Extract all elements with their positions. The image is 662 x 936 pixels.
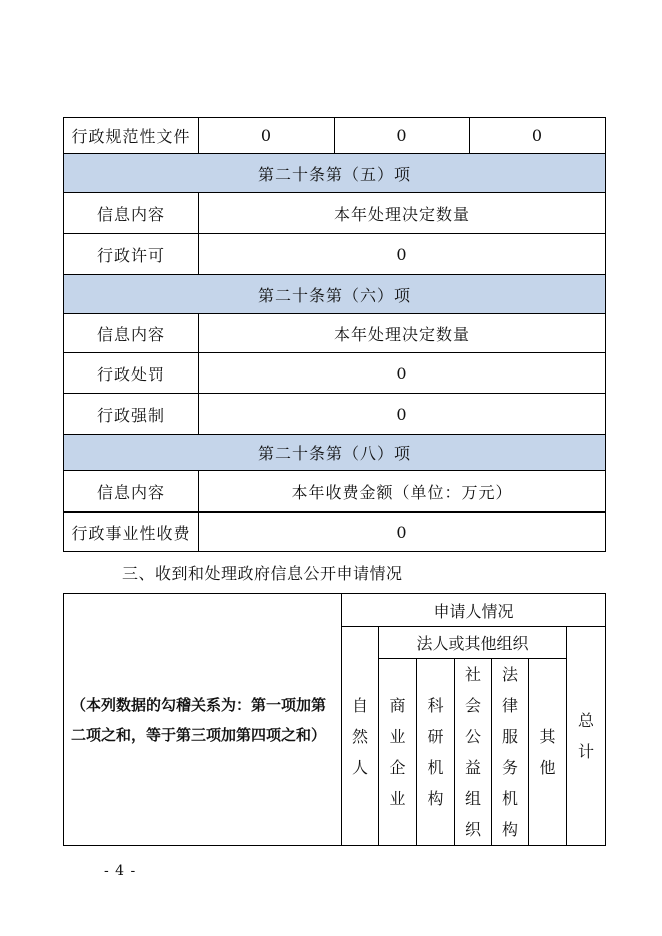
table-row [64, 394, 606, 435]
section-header-row [64, 154, 606, 193]
cell-value: 0 [199, 394, 606, 435]
other-header [529, 659, 567, 846]
section-header-row [64, 435, 606, 471]
table-row [64, 353, 606, 394]
table-row [64, 118, 606, 154]
decision-stats-table [63, 117, 606, 552]
vertical-text: 商业企业 [389, 696, 406, 808]
vertical-text: 总计 [578, 711, 595, 761]
column-header: 本年处理决定数量 [199, 193, 606, 234]
commercial-header [379, 659, 417, 846]
section-title: 第二十条第（五）项 [64, 154, 606, 193]
research-header [417, 659, 455, 846]
table-row [64, 234, 606, 275]
row-label: 信息内容 [64, 471, 199, 513]
legal-service-header [492, 659, 529, 846]
row-label: 信息内容 [64, 314, 199, 353]
table-row [64, 471, 606, 513]
row-label: 信息内容 [64, 193, 199, 234]
row-label: 行政强制 [64, 394, 199, 435]
cell-value: 0 [199, 234, 606, 275]
natural-person-header [342, 627, 379, 846]
vertical-text: 自然人 [351, 695, 368, 777]
cell-value: 0 [335, 118, 470, 154]
row-label: 行政规范性文件 [64, 118, 199, 154]
application-stats-table [63, 593, 606, 846]
vertical-text: 科研机构 [427, 696, 444, 808]
column-header: 本年收费金额（单位：万元） [199, 471, 606, 513]
table-row [64, 314, 606, 353]
vertical-text: 社会公益组织 [464, 665, 481, 839]
vertical-text: 法律服务机构 [501, 665, 518, 839]
table-row [64, 193, 606, 234]
total-header [567, 627, 606, 846]
cell-value: 0 [199, 118, 335, 154]
section-title: 第二十条第（六）项 [64, 275, 606, 314]
row-label: 行政事业性收费 [64, 512, 199, 552]
section-heading: 三、收到和处理政府信息公开申请情况 [122, 564, 403, 583]
row-label: 行政处罚 [64, 353, 199, 394]
column-header: 本年处理决定数量 [199, 314, 606, 353]
legal-entity-header: 法人或其他组织 [379, 627, 567, 659]
table-row [64, 594, 606, 627]
section-title: 第二十条第（八）项 [64, 435, 606, 471]
cell-value: 0 [470, 118, 606, 154]
relation-description: （本列数据的勾稽关系为：第一项加第二项之和，等于第三项加第四项之和） [64, 594, 342, 846]
cell-value: 0 [199, 512, 606, 552]
social-header [455, 659, 492, 846]
row-label: 行政许可 [64, 234, 199, 275]
applicant-header: 申请人情况 [342, 594, 606, 627]
cell-value: 0 [199, 353, 606, 394]
vertical-text: 其他 [539, 727, 556, 777]
table-row [64, 512, 606, 552]
section-header-row [64, 275, 606, 314]
page-number: - 4 - [104, 863, 137, 879]
